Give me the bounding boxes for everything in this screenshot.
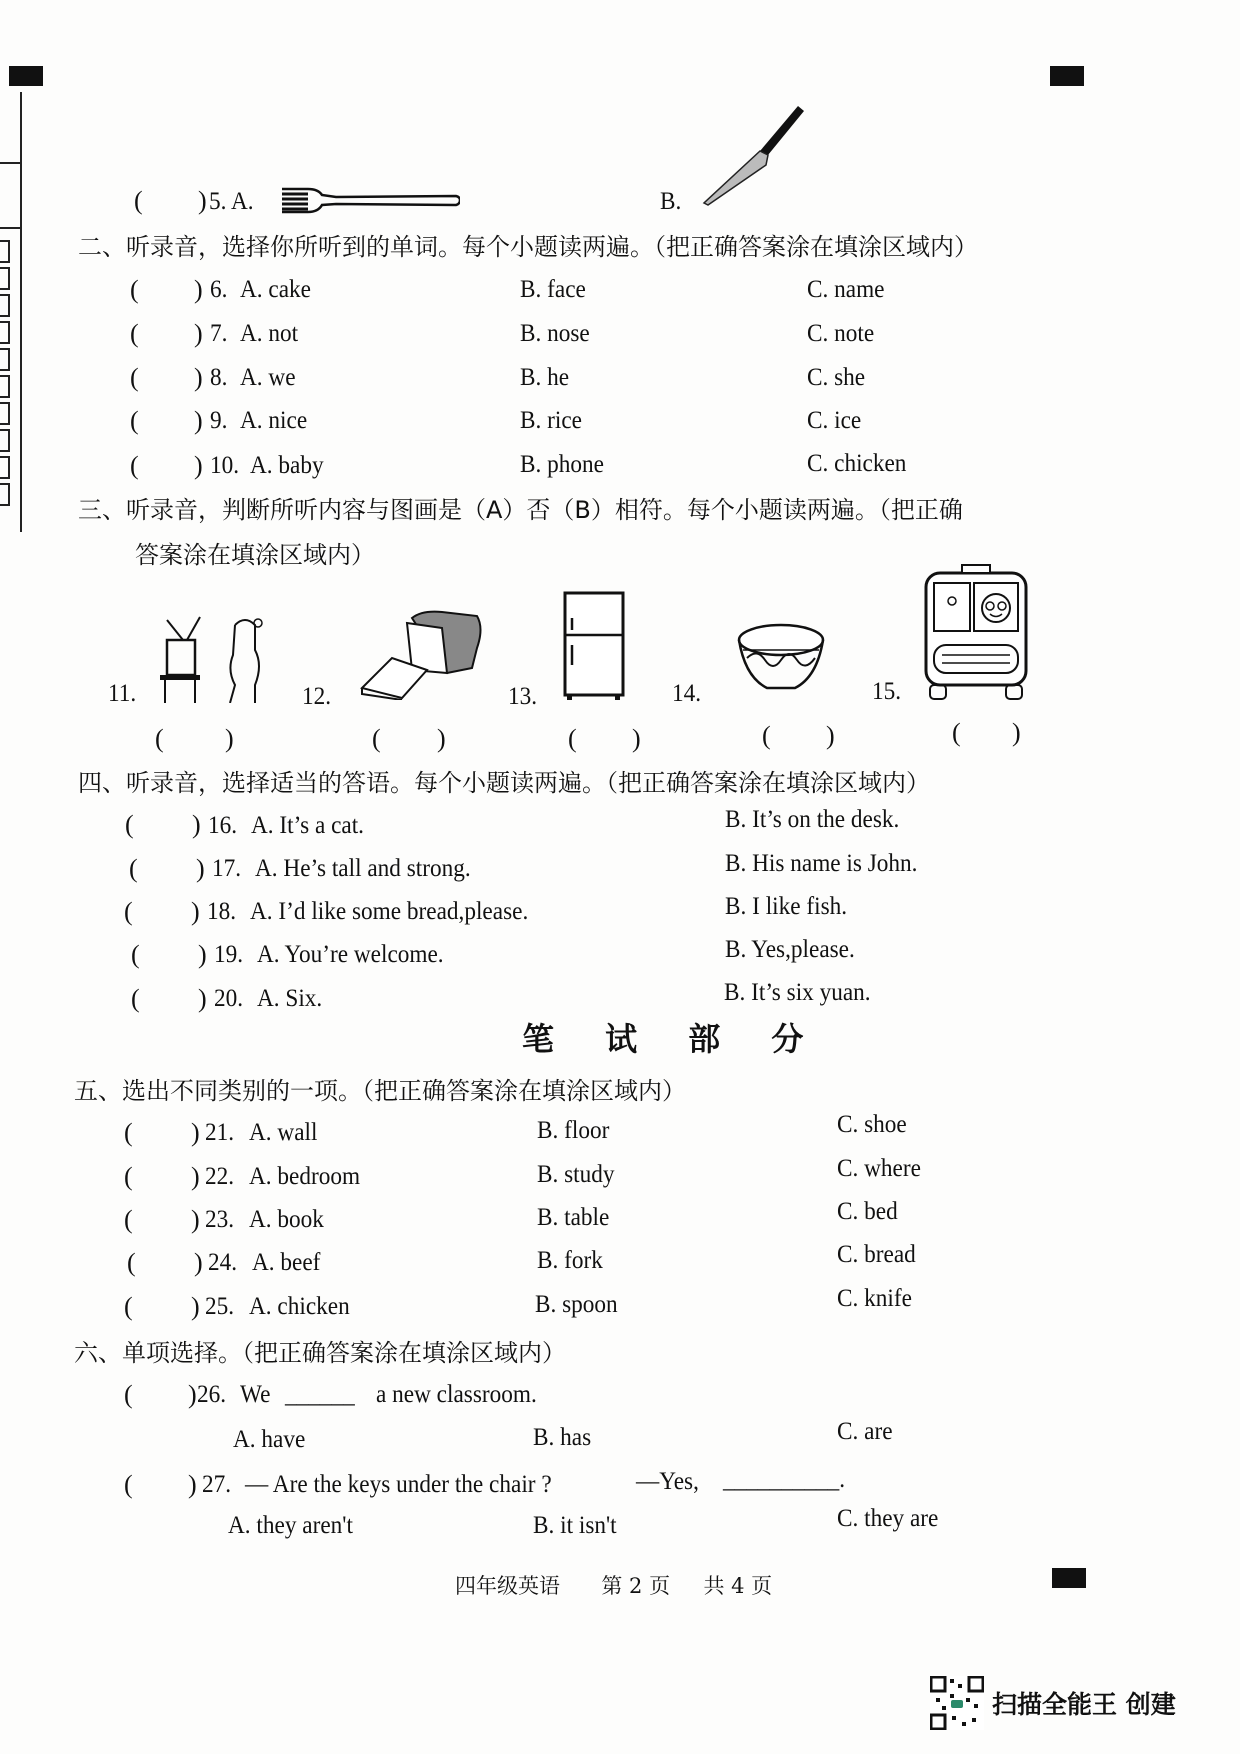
answer-paren-open[interactable]: ( <box>130 451 139 480</box>
option-b: B. he <box>520 364 570 391</box>
option-b: B. table <box>537 1204 610 1231</box>
option-a: A. cake <box>240 276 311 303</box>
option-b: B. has <box>533 1424 592 1451</box>
answer-paren-open[interactable]: ( <box>134 186 143 215</box>
question-number: 19. <box>214 941 244 968</box>
question-number: 6. <box>210 276 228 303</box>
answer-bubble[interactable] <box>0 429 10 452</box>
answer-paren-open[interactable]: ( <box>130 406 139 435</box>
answer-paren-open[interactable]: ( <box>130 275 139 304</box>
option-a: A. It’s a cat. <box>251 812 364 839</box>
answer-bubble[interactable] <box>0 321 10 344</box>
question-number: 27. <box>202 1471 232 1498</box>
option-c: C. note <box>807 320 875 347</box>
question-number: 15. <box>872 678 902 705</box>
footer-page: 第 2 页 <box>601 1574 671 1598</box>
section-3-heading-line2: 答案涂在填涂区域内） <box>135 541 375 569</box>
answer-paren-close: ) <box>225 724 234 753</box>
alignment-marker-top-right <box>1050 66 1084 86</box>
question-reply: —Yes, <box>636 1468 699 1495</box>
section-2-heading: 二、听录音，选择你所听到的单词。每个小题读两遍。（把正确答案涂在填涂区域内） <box>78 233 978 261</box>
answer-paren-close: ) <box>1012 718 1021 747</box>
answer-paren-open[interactable]: ( <box>155 724 164 753</box>
question-label: 5. A. <box>209 188 254 215</box>
answer-paren-open[interactable]: ( <box>124 1380 133 1409</box>
alignment-marker-bottom-right <box>1052 1568 1086 1588</box>
option-b: B. face <box>520 276 586 303</box>
question-number: 22. <box>205 1163 235 1190</box>
divider <box>0 162 20 164</box>
answer-bubble[interactable] <box>0 348 10 371</box>
qr-code-icon <box>930 1676 984 1730</box>
question-number: 20. <box>214 985 244 1012</box>
option-c: C. bed <box>837 1198 898 1225</box>
question-number: 14. <box>672 680 702 707</box>
option-a: A. book <box>249 1206 324 1233</box>
fridge-icon <box>562 590 628 702</box>
knife-icon <box>700 103 805 208</box>
option-a: A. He’s tall and strong. <box>255 855 471 882</box>
answer-paren-open[interactable]: ( <box>124 1292 133 1321</box>
question-number: 16. <box>208 812 238 839</box>
answer-paren-open[interactable]: ( <box>124 1470 133 1499</box>
option-c: C. name <box>807 276 885 303</box>
option-a: A. we <box>240 364 296 391</box>
option-b-label: B. <box>660 188 682 215</box>
answer-paren-open[interactable]: ( <box>124 1162 133 1191</box>
answer-paren-open[interactable]: ( <box>125 810 134 839</box>
footer-total: 共 4 页 <box>703 1574 773 1598</box>
watermark-text: 扫描全能王 创建 <box>992 1690 1176 1719</box>
answer-bubble[interactable] <box>0 402 10 425</box>
answer-paren-close: ) <box>198 984 207 1013</box>
footer-subject: 四年级英语 <box>455 1574 560 1598</box>
fork-icon <box>280 183 460 215</box>
answer-paren-close: ) <box>198 940 207 969</box>
option-a: A. nice <box>240 407 308 434</box>
question-number: 12. <box>302 683 332 710</box>
written-part-title: 笔 试 部 分 <box>522 1020 824 1058</box>
answer-paren-close: ) <box>191 1205 200 1234</box>
answer-paren-open[interactable]: ( <box>130 363 139 392</box>
answer-paren-close: ) <box>191 1162 200 1191</box>
option-b: B. fork <box>537 1247 603 1274</box>
option-b: B. it isn't <box>533 1512 617 1539</box>
answer-paren-close: ) <box>196 854 205 883</box>
answer-bubble[interactable] <box>0 294 10 317</box>
bread-icon <box>352 608 482 700</box>
answer-bubble[interactable] <box>0 456 10 479</box>
answer-paren-open[interactable]: ( <box>130 319 139 348</box>
option-c: C. bread <box>837 1241 916 1268</box>
answer-blank: ______ <box>285 1381 355 1408</box>
answer-paren-close: ) <box>632 724 641 753</box>
question-stem: a new classroom. <box>376 1381 537 1408</box>
answer-paren-close: ) <box>194 1248 203 1277</box>
answer-paren-open[interactable]: ( <box>124 1205 133 1234</box>
answer-paren-close: ) <box>826 721 835 750</box>
question-number: 10. <box>210 452 240 479</box>
answer-paren-open[interactable]: ( <box>131 940 140 969</box>
option-b: B. spoon <box>535 1291 618 1318</box>
scanner-watermark <box>930 1676 1176 1730</box>
option-a: A. I’d like some bread,please. <box>250 898 529 925</box>
option-a: A. not <box>240 320 299 347</box>
answer-blank: __________. <box>723 1466 846 1493</box>
answer-paren-close: ) <box>191 1118 200 1147</box>
girl-watching-tv-icon <box>155 615 275 703</box>
option-a: A. beef <box>252 1249 321 1276</box>
answer-paren-open[interactable]: ( <box>131 984 140 1013</box>
option-a: A. they aren't <box>228 1512 353 1539</box>
answer-paren-open[interactable]: ( <box>127 1248 136 1277</box>
option-c: C. they are <box>837 1505 939 1532</box>
question-number: 25. <box>205 1293 235 1320</box>
option-a: A. You’re welcome. <box>257 941 444 968</box>
section-4-heading: 四、听录音，选择适当的答语。每个小题读两遍。（把正确答案涂在填涂区域内） <box>78 769 930 797</box>
answer-paren-open[interactable]: ( <box>129 854 138 883</box>
footer <box>455 1570 772 1600</box>
answer-paren-close: ) <box>188 1380 197 1409</box>
option-c: C. ice <box>807 407 862 434</box>
answer-paren-close: ) <box>192 810 201 839</box>
answer-paren-close: ) <box>194 363 203 392</box>
answer-paren-open[interactable]: ( <box>124 897 133 926</box>
option-b: B. rice <box>520 407 582 434</box>
question-stem: We <box>240 1381 271 1408</box>
option-b: B. phone <box>520 451 604 478</box>
answer-paren-close: ) <box>437 724 446 753</box>
question-number: 13. <box>508 683 538 710</box>
answer-paren-close: ) <box>198 186 207 215</box>
option-a: A. Six. <box>257 985 323 1012</box>
option-b: B. Yes,please. <box>725 936 855 963</box>
question-number: 23. <box>205 1206 235 1233</box>
section-3-heading-line1: 三、听录音，判断所听内容与图画是（A）否（B）相符。每个小题读两遍。（把正确 <box>78 496 963 524</box>
answer-paren-open[interactable]: ( <box>372 724 381 753</box>
answer-paren-close: ) <box>194 406 203 435</box>
option-c: C. she <box>807 364 866 391</box>
option-c: C. chicken <box>807 450 907 477</box>
section-6-heading: 六、单项选择。（把正确答案涂在填涂区域内） <box>74 1339 566 1367</box>
answer-paren-close: ) <box>194 319 203 348</box>
answer-paren-open[interactable]: ( <box>952 718 961 747</box>
question-number: 21. <box>205 1119 235 1146</box>
option-c: C. are <box>837 1418 893 1445</box>
option-b: B. nose <box>520 320 590 347</box>
answer-bubble[interactable] <box>0 375 10 398</box>
question-number: 17. <box>212 855 242 882</box>
option-b: B. His name is John. <box>725 850 918 877</box>
question-number: 24. <box>208 1249 238 1276</box>
answer-paren-open[interactable]: ( <box>568 724 577 753</box>
option-b: B. It’s six yuan. <box>724 979 871 1006</box>
option-c: C. where <box>837 1155 921 1182</box>
option-c: C. shoe <box>837 1111 907 1138</box>
question-number: 18. <box>207 898 237 925</box>
question-number: 9. <box>210 407 228 434</box>
option-a: A. baby <box>250 452 324 479</box>
option-b: B. I like fish. <box>725 893 848 920</box>
option-a: A. bedroom <box>249 1163 361 1190</box>
answer-paren-close: ) <box>191 897 200 926</box>
option-b: B. It’s on the desk. <box>725 806 900 833</box>
answer-paren-close: ) <box>194 275 203 304</box>
option-b: B. study <box>537 1161 615 1188</box>
divider <box>0 227 20 229</box>
option-c: C. knife <box>837 1285 912 1312</box>
answer-bubble[interactable] <box>0 483 10 506</box>
option-a: A. chicken <box>249 1293 350 1320</box>
answer-bubble[interactable] <box>0 240 10 263</box>
answer-paren-close: ) <box>191 1292 200 1321</box>
option-b: B. floor <box>537 1117 610 1144</box>
alignment-marker-top-left <box>9 66 43 86</box>
answer-strip <box>0 92 22 532</box>
option-a: A. wall <box>249 1119 318 1146</box>
bowl-icon <box>735 622 827 694</box>
question-number: 26. <box>197 1381 227 1408</box>
answer-paren-open[interactable]: ( <box>762 721 771 750</box>
answer-paren-open[interactable]: ( <box>124 1118 133 1147</box>
question-number: 8. <box>210 364 228 391</box>
question-number: 11. <box>108 680 137 707</box>
answer-bubble[interactable] <box>0 267 10 290</box>
answer-paren-close: ) <box>188 1470 197 1499</box>
option-a: A. have <box>233 1426 306 1453</box>
question-number: 7. <box>210 320 228 347</box>
question-stem: — Are the keys under the chair ? <box>245 1471 552 1498</box>
answer-paren-close: ) <box>194 451 203 480</box>
bus-driver-icon <box>922 563 1030 701</box>
section-5-heading: 五、选出不同类别的一项。（把正确答案涂在填涂区域内） <box>74 1077 686 1105</box>
